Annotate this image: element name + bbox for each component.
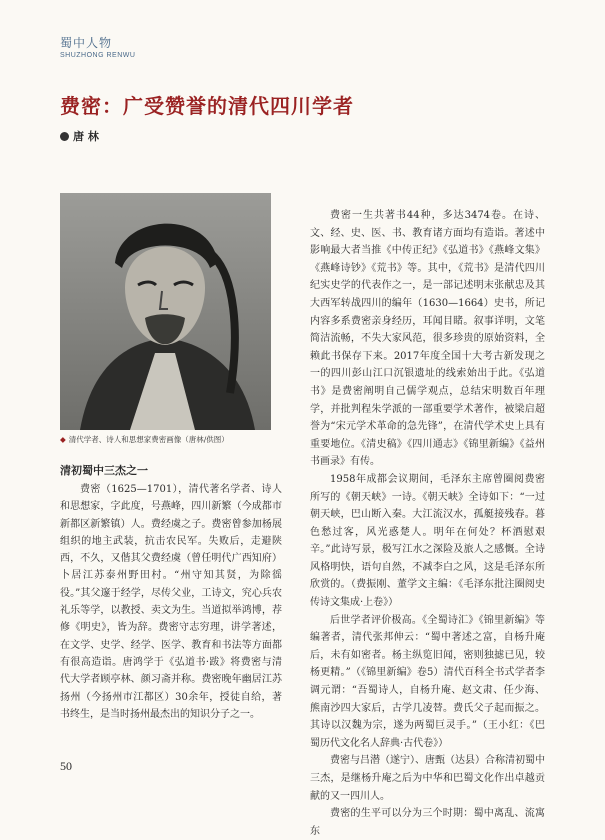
column-name: 蜀中人物 — [60, 36, 113, 50]
left-column — [60, 481, 282, 723]
bullet-icon — [60, 132, 69, 141]
right-column — [310, 207, 545, 840]
page-number: 50 — [60, 759, 72, 773]
portrait-image — [60, 193, 271, 430]
paragraph: 费密与吕潜（遂宁）、唐甄（达县）合称清初蜀中三杰，是继杨升庵之后为中华和巴蜀文化作出卓越贡献的又一四川人。 — [310, 755, 545, 802]
column-tag — [60, 34, 135, 59]
caption-text: 清代学者、诗人和思想家费密画像（唐林/供图） — [68, 435, 229, 444]
column-name-pinyin: SHUZHONG RENWU — [60, 52, 136, 59]
paragraph: 费密（1625—1701），清代著名学者、诗人和思想家，字此度，号燕峰，四川新繁（今成都市新都区新繁镇）人。费经虞之子。费密曾参加杨展组织的地主武装，抗击农民军。失败后，走避陕西，不久，又偕其父费经虞（曾任明代广西知府）卜居江苏泰州野田村。“州守知其贤，为除徭役。”其父邃于经学，尽传父业，工诗文，究心兵农礼乐等学，以教授、卖文为生。当道拟举鸿博，荐修《明史》，皆为辞。费密守志穷理，讲学著述，在文学、史学、经学、医学、教育和书法等方面都有很高造诣。唐鸿学于《弘道书·跋》将费密与清代大学者顾亭林、颜习斋并称。费密晚年幽居江苏扬州（今扬州市江都区）30余年，授徒自给，著书终生，是当时扬州最杰出的知识分子之一。 — [60, 484, 282, 720]
paragraph: 费密的生平可以分为三个时期：蜀中离乱、流寓东 — [310, 808, 545, 837]
article-title: 费密：广受赞誉的清代四川学者 — [60, 94, 354, 118]
caption-marker-icon: ◆ — [60, 435, 66, 444]
author-name: 唐 林 — [73, 130, 99, 143]
paragraph: 后世学者评价极高。《全蜀诗汇》《锦里新编》等编著者，清代张邦伸云：“蜀中著述之富，自杨升庵后，未有如密者。杨主纵览旧闻，密则独摅已见，较杨更精。”（《锦里新编》卷5）清代百科全书式学者李调元谓：“吾蜀诗人，自杨升庵、赵文肃、任少海、熊南沙四大家后，古学几凌替。费氏父子起而振之。其诗以汉魏为宗，遂为两蜀巨灵手。”（王小红：《巴蜀历代文化名人辞典·古代卷》） — [310, 614, 545, 749]
portrait-illustration — [60, 193, 271, 430]
paragraph: 1958年成都会议期间，毛泽东主席曾圈阅费密所写的《朝天峡》一诗。《朝天峡》全诗如下：“一过朝天峡，巴山断入秦。大江流汉水，孤艇接残春。暮色愁过客，风光惑楚人。明年在何处？杯酒慰艰辛。”此诗写景，极写江水之深险及旅人之感慨。全诗风格明快，语句自然，不减李白之风，这是毛泽东所欣赏的。（费振刚、董学文主编：《毛泽东批注圈阅史传诗文集成·上卷》） — [310, 473, 545, 609]
section-heading: 清初蜀中三杰之一 — [60, 464, 148, 477]
portrait-caption — [60, 434, 280, 445]
author-line — [60, 128, 99, 144]
paragraph: 费密一生共著书44种，多达3474卷。在诗、文、经、史、医、书、教育诸方面均有造诣。著述中影响最大者当推《中传正纪》《弘道书》《燕峰文集》《燕峰诗钞》《荒书》等。其中，《荒书》是清代四川纪实史学的代表作之一，是一部记述明末张献忠及其大西军转战四川的编年（1630—1664）史书，所记内容多系费密亲身经历，耳闻目睹。叙事详明，文笔简洁流畅，不失大家风范，很多珍贵的原始资料，全赖此书保存下来。2017年度全国十大考古新发现之一的四川彭山江口沉银遗址的线索始出于此。《弘道书》是费密阐明自己儒学观点，总结宋明数百年理学，并批判程朱学派的一部重要学术著作，被梁启超誉为“宋元学术革命的急先锋”，在清代学术史上具有重要地位。《清史稿》《四川通志》《锦里新编》《益州书画录》有传。 — [310, 210, 545, 468]
